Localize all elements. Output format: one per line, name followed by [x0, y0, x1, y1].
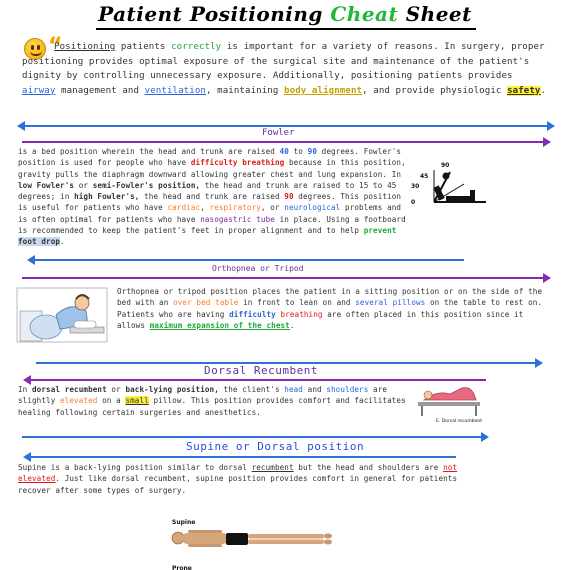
supine-body-icon: [168, 526, 338, 552]
dorsal-paragraph: [18, 384, 414, 418]
dorsal-text: are slightly: [18, 385, 388, 406]
supine-text: Supine is a back-lying position similar to dorsal: [18, 463, 252, 472]
fowler-cardiac: cardiac: [167, 203, 201, 213]
dorsal-backlying: back-lying position,: [125, 385, 219, 394]
orthopnea-arrow-top: [34, 259, 464, 261]
fowler-respiratory: respiratory: [209, 203, 261, 213]
fowler-text: ,: [200, 203, 210, 213]
dorsal-title: Dorsal Recumbent: [204, 364, 318, 377]
supine-not-elevated: not elevated: [18, 463, 458, 484]
title-part-2: Cheat: [330, 2, 399, 26]
dorsal-text: on a: [97, 396, 126, 406]
supine-title: Supine or Dorsal position: [186, 440, 365, 453]
fowler-text: in place. Using a footboard is recommended to keep the patient's feet in proper alignment and to help: [18, 214, 406, 236]
orthopnea-text: Orthopnea or tripod position places the patient in a sitting position or on the side of the bed with an: [117, 287, 543, 308]
fowler-foot-drop: foot drop: [18, 237, 61, 247]
angle-90-label: 90: [441, 162, 450, 169]
dorsal-text: pillow. This position provides comfort and facilitates healing following certain surgeries and anesthetics.: [18, 396, 406, 417]
dorsal-head: head: [284, 385, 303, 394]
fowler-90b: 90: [284, 192, 294, 202]
fowler-40: 40: [279, 147, 289, 156]
fowler-text: problems and is often optimal for patients who have: [18, 203, 402, 224]
fowler-arrow-bottom: [22, 141, 544, 143]
supine-arrow-top: [22, 436, 482, 438]
orthopnea-text: .: [289, 320, 295, 330]
fowler-text: the head and trunk are raised to 15 to 45 degrees; in: [18, 180, 397, 202]
orthopnea-pillows: several pillows: [355, 298, 426, 308]
fowler-text: degrees. Fowler's position is used for people who have: [18, 147, 402, 168]
supine-recumbent: recumbent: [251, 463, 294, 472]
angle-30-label: 30: [411, 183, 420, 190]
title-part-1: Patient Positioning: [98, 2, 331, 26]
intro-text: .: [540, 85, 547, 96]
fowler-high: high Fowler's,: [74, 192, 140, 202]
intro-body-alignment: body alignment: [284, 85, 363, 96]
fowler-title: Fowler: [262, 128, 295, 138]
page-title: [0, 2, 570, 26]
fowler-text: .: [60, 237, 65, 247]
orthopnea-paragraph: [117, 286, 553, 331]
fowler-neurological: neurological: [284, 203, 341, 213]
fowler-ng-tube: nasogastric tube: [200, 214, 275, 224]
fowler-text: because in this position, gravity pulls the diaphragm downward allowing greater chest and lung expansion. In: [18, 158, 406, 179]
orthopnea-overbed-table: over bed table: [173, 298, 239, 308]
dorsal-recumbent-icon: [416, 380, 482, 420]
quote-icon: “: [48, 34, 63, 59]
supine-text: . Just like dorsal recumbent, supine position provides comfort in general for patients recover after some types of surgery.: [18, 474, 458, 495]
orthopnea-title: Orthopnea or Tripod: [212, 264, 304, 273]
fowler-bed-icon: [416, 160, 566, 220]
prone-caption: Prone: [172, 565, 192, 570]
fowler-prevent: prevent: [363, 226, 397, 236]
fowler-90: 90: [307, 147, 317, 156]
fowler-semi: semi-Fowler's position,: [92, 180, 201, 190]
dorsal-text: the client's: [218, 385, 285, 394]
fowler-text: , or: [260, 203, 285, 213]
intro-text: management and: [55, 85, 145, 96]
orthopnea-max-expansion: maximum expansion of the chest: [149, 320, 290, 330]
fowler-paragraph: [18, 146, 412, 248]
intro-correctly: correctly: [171, 42, 222, 52]
intro-paragraph: [22, 40, 548, 98]
title-part-3: Sheet: [398, 2, 472, 26]
intro-safety: safety: [507, 85, 541, 96]
supine-arrow-bottom: [30, 456, 456, 458]
angle-0-label: 0: [411, 199, 416, 206]
supine-caption: Supine: [172, 519, 196, 526]
dorsal-caption: E. Dorsal recumbent: [436, 419, 483, 424]
dorsal-text: or: [106, 385, 126, 394]
dorsal-term: dorsal recumbent: [32, 385, 107, 394]
dorsal-small: small: [125, 396, 149, 406]
dorsal-text: In: [18, 385, 33, 394]
dorsal-shoulders: shoulders: [326, 385, 369, 394]
supine-paragraph: [18, 462, 474, 496]
orthopnea-text: on the table to rest on. Patients who are having: [117, 298, 543, 319]
fowler-text: or: [74, 180, 93, 190]
intro-text: is important for a variety of reasons. In surgery, proper positioning provides optimal exposure of the surgical site and maintenance of the patient's dignity by controlling unnecessary exposure. Additionally, positioning patients provides: [22, 42, 545, 81]
intro-text: , maintaining: [205, 85, 285, 96]
supine-text: but the head and shoulders are: [293, 463, 444, 472]
fowler-text: the head and trunk are raised: [139, 192, 285, 202]
dorsal-elevated: elevated: [60, 396, 98, 406]
intro-text: patients: [115, 42, 172, 52]
orthopnea-breathing: breathing: [280, 309, 323, 319]
fowler-difficulty: difficulty breathing: [190, 158, 285, 168]
fowler-arrow-top: [24, 125, 548, 127]
orthopnea-text: in front to lean on and: [238, 298, 356, 308]
tripod-patient-icon: [16, 285, 108, 343]
intro-positioning: Positioning: [54, 42, 116, 52]
fowler-text: to: [288, 147, 308, 156]
intro-airway: airway: [22, 85, 56, 96]
angle-45-label: 45: [420, 173, 429, 180]
fowler-low: low Fowler's: [18, 180, 75, 190]
intro-ventilation: ventilation: [144, 85, 206, 96]
intro-text: , and provide physiologic: [362, 85, 508, 96]
dorsal-text: and: [302, 385, 327, 394]
orthopnea-difficulty: difficulty: [229, 309, 276, 319]
fowler-text: is a bed position wherein the head and trunk are raised: [18, 147, 280, 156]
title-underline: [96, 28, 476, 30]
orthopnea-arrow-bottom: [22, 277, 544, 279]
orthopnea-text: are often placed in this position since it allows: [117, 309, 524, 330]
fowler-text: degrees. This position is useful for patients who have: [18, 192, 402, 213]
